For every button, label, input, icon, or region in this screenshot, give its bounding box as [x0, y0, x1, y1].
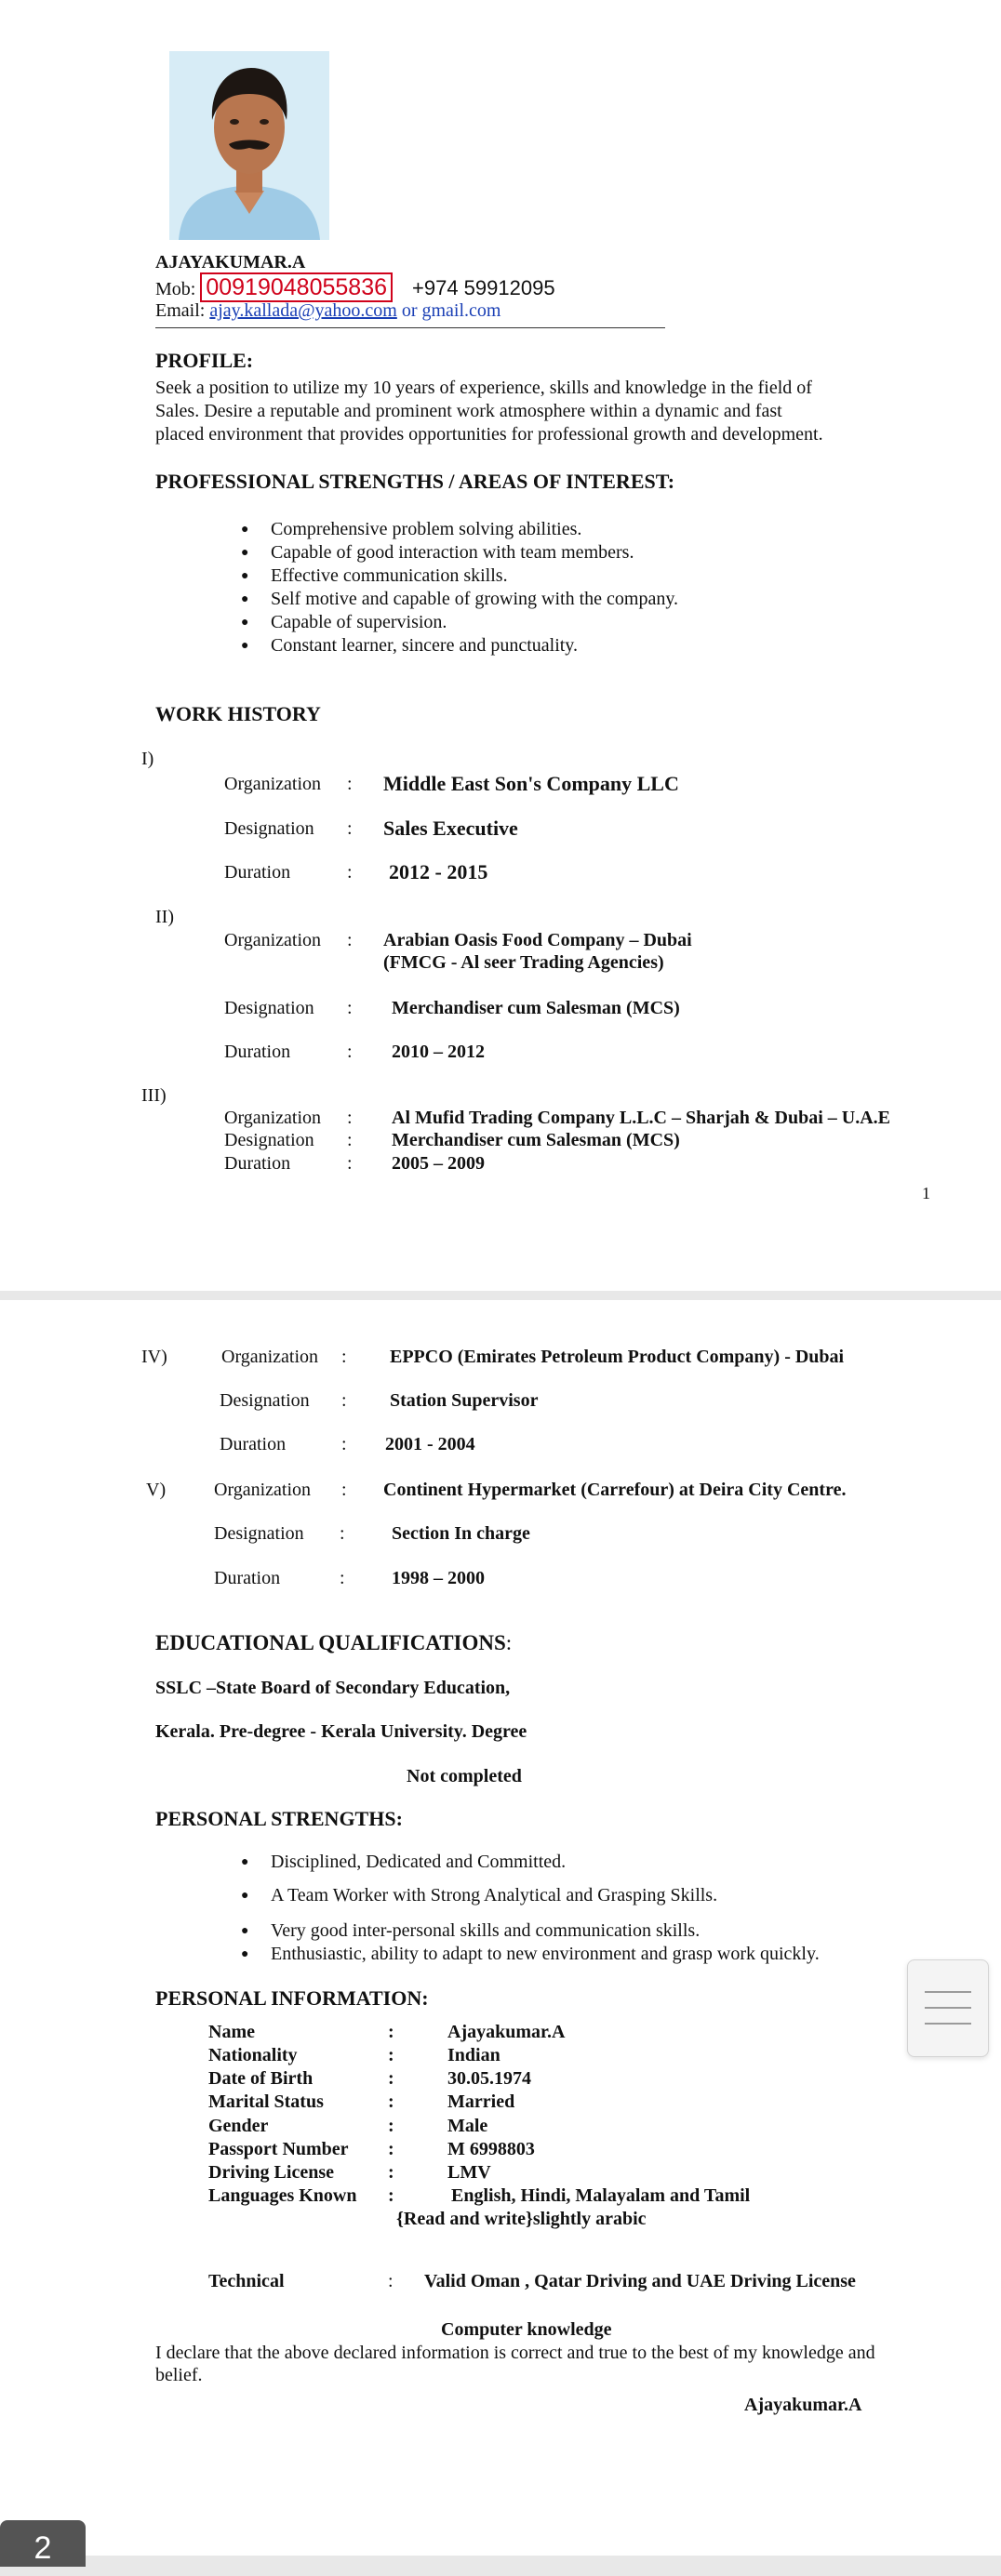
education-heading [155, 1631, 512, 1655]
duration-label: Duration [224, 1153, 291, 1174]
colon: : [340, 1568, 345, 1588]
designation-label: Designation [224, 998, 314, 1018]
colon: : [388, 2271, 394, 2291]
organization-value-line2: (FMCG - Al seer Trading Agencies) [383, 952, 664, 973]
duration-value: 2005 – 2009 [392, 1153, 485, 1174]
personal-strengths-heading: PERSONAL STRENGTHS: [155, 1807, 403, 1830]
designation-label: Designation [214, 1523, 304, 1544]
colon: : [388, 2045, 394, 2065]
list-item: ● Comprehensive problem solving abilities. [241, 518, 678, 541]
info-label: Date of Birth [208, 2068, 314, 2089]
colon: : [388, 2116, 394, 2136]
designation-value: Station Supervisor [390, 1390, 539, 1411]
duration-label: Duration [224, 1042, 291, 1062]
organization-label: Organization [214, 1480, 312, 1500]
grip-line [925, 1991, 971, 1993]
colon: : [388, 2139, 394, 2159]
list-item: ● Disciplined, Dedicated and Committed. [241, 1851, 820, 1874]
info-value: Ajayakumar.A [447, 2022, 566, 2042]
colon: : [341, 1347, 347, 1367]
designation-value: Sales Executive [383, 817, 518, 840]
list-item: ● A Team Worker with Strong Analytical and Grasping Skills. [241, 1884, 820, 1907]
duration-value: 2010 – 2012 [392, 1042, 485, 1062]
info-value: Male [447, 2116, 488, 2136]
organization-value: Continent Hypermarket (Carrefour) at Deira City Centre. [383, 1480, 847, 1500]
grip-line [925, 2023, 971, 2025]
designation-value: Merchandiser cum Salesman (MCS) [392, 998, 680, 1018]
colon: : [347, 774, 353, 794]
colon: : [347, 930, 353, 950]
organization-value: Al Mufid Trading Company L.L.C – Sharjah & Dubai – U.A.E [392, 1108, 891, 1128]
email-link-primary[interactable]: ajay.kallada@yahoo.com [209, 300, 397, 321]
info-value: 30.05.1974 [447, 2068, 531, 2089]
technical-label: Technical [208, 2271, 285, 2291]
colon: : [347, 1130, 353, 1150]
colon: : [341, 1390, 347, 1411]
mobile-number-primary[interactable]: 00919048055836 [200, 272, 393, 302]
job-number: I) [141, 749, 154, 769]
personal-info-heading: PERSONAL INFORMATION: [155, 1986, 429, 2010]
work-history-heading: WORK HISTORY [155, 702, 321, 725]
colon: : [347, 1108, 353, 1128]
organization-value: Middle East Son's Company LLC [383, 772, 679, 795]
profile-heading: PROFILE: [155, 349, 254, 372]
colon: : [341, 1434, 347, 1454]
info-label: Languages Known [208, 2185, 357, 2206]
colon: : [347, 1153, 353, 1174]
email-join-text: or [396, 300, 422, 321]
profile-photo [169, 51, 329, 240]
profile-line: placed environment that provides opportunities for professional growth and development. [155, 424, 823, 445]
info-value: Indian [447, 2045, 500, 2065]
list-item: ● Enthusiastic, ability to adapt to new environment and grasp work quickly. [241, 1943, 820, 1966]
colon: : [340, 1523, 345, 1544]
document-page-2 [0, 1300, 1001, 2556]
strengths-list [241, 518, 678, 657]
colon: : [388, 2068, 394, 2089]
colon: : [388, 2091, 394, 2112]
colon: : [347, 862, 353, 883]
duration-value: 2012 - 2015 [389, 860, 488, 883]
header-divider [155, 327, 665, 328]
duration-value: 2001 - 2004 [385, 1434, 475, 1454]
education-heading-text: EDUCATIONAL QUALIFICATIONS [155, 1631, 506, 1654]
declaration-line: I declare that the above declared information is correct and true to the best of my knowledge and [155, 2343, 875, 2363]
organization-label: Organization [221, 1347, 319, 1367]
designation-value: Section In charge [392, 1523, 530, 1544]
grip-line [925, 2007, 971, 2009]
colon: : [388, 2185, 394, 2206]
duration-label: Duration [224, 862, 291, 883]
organization-label: Organization [224, 1108, 322, 1128]
declaration-line: belief. [155, 2365, 203, 2385]
technical-value: Valid Oman , Qatar Driving and UAE Driving License [424, 2271, 856, 2291]
designation-label: Designation [224, 1130, 314, 1150]
profile-line: Sales. Desire a reputable and prominent work atmosphere within a dynamic and fast [155, 401, 782, 421]
designation-value: Merchandiser cum Salesman (MCS) [392, 1130, 680, 1150]
job-number: IV) [141, 1347, 167, 1367]
info-value: LMV [447, 2162, 491, 2183]
personal-strengths-list [241, 1851, 820, 1966]
info-label: Name [208, 2022, 255, 2042]
job-number: V) [146, 1480, 167, 1500]
page-number: 1 [922, 1184, 930, 1202]
education-line: Not completed [407, 1766, 522, 1786]
job-number: II) [155, 907, 174, 927]
colon: : [347, 998, 353, 1018]
profile-line: Seek a position to utilize my 10 years of experience, skills and knowledge in the field of [155, 378, 812, 398]
info-value: English, Hindi, Malayalam and Tamil [451, 2185, 751, 2206]
email-label: Email: [155, 300, 210, 321]
strengths-heading: PROFESSIONAL STRENGTHS / AREAS OF INTEREST: [155, 470, 675, 493]
education-heading-colon: : [505, 1631, 513, 1654]
colon: : [341, 1480, 347, 1500]
colon: : [388, 2022, 394, 2042]
info-label: Nationality [208, 2045, 298, 2065]
education-line: Kerala. Pre-degree - Kerala University. Degree [155, 1721, 527, 1742]
info-label: Driving License [208, 2162, 334, 2183]
education-line: SSLC –State Board of Secondary Education, [155, 1678, 511, 1698]
scroll-handle[interactable] [907, 1959, 989, 2057]
email-link-secondary[interactable]: gmail.com [421, 300, 501, 321]
info-label: Gender [208, 2116, 269, 2136]
info-label: Passport Number [208, 2139, 349, 2159]
computer-knowledge: Computer knowledge [441, 2319, 612, 2340]
colon: : [347, 818, 353, 839]
colon: : [347, 1042, 353, 1062]
list-item: ● Constant learner, sincere and punctuality. [241, 634, 678, 657]
list-item: ● Very good inter-personal skills and communication skills. [241, 1919, 820, 1943]
candidate-name: AJAYAKUMAR.A [155, 252, 306, 272]
info-value: M 6998803 [447, 2139, 535, 2159]
organization-label: Organization [224, 774, 322, 794]
mobile-label: Mob: [155, 279, 201, 299]
duration-value: 1998 – 2000 [392, 1568, 485, 1588]
list-item: ● Self motive and capable of growing with the company. [241, 588, 678, 611]
organization-value: EPPCO (Emirates Petroleum Product Company) - Dubai [390, 1347, 845, 1367]
organization-label: Organization [224, 930, 322, 950]
mobile-line [155, 272, 555, 302]
colon: : [388, 2162, 394, 2183]
mobile-number-secondary[interactable]: +974 59912095 [412, 276, 555, 299]
organization-value: Arabian Oasis Food Company – Dubai [383, 930, 692, 950]
email-line [155, 299, 500, 323]
duration-label: Duration [214, 1568, 281, 1588]
page-indicator[interactable]: 2 [0, 2520, 86, 2567]
info-value: Married [447, 2091, 515, 2112]
duration-label: Duration [220, 1434, 287, 1454]
list-item: ● Effective communication skills. [241, 564, 678, 588]
job-number: III) [141, 1085, 167, 1106]
languages-note: {Read and write}slightly arabic [396, 2209, 647, 2229]
list-item: ● Capable of supervision. [241, 611, 678, 634]
signature-name: Ajayakumar.A [744, 2395, 862, 2415]
designation-label: Designation [224, 818, 314, 839]
designation-label: Designation [220, 1390, 310, 1411]
list-item: ● Capable of good interaction with team members. [241, 541, 678, 564]
info-label: Marital Status [208, 2091, 324, 2112]
